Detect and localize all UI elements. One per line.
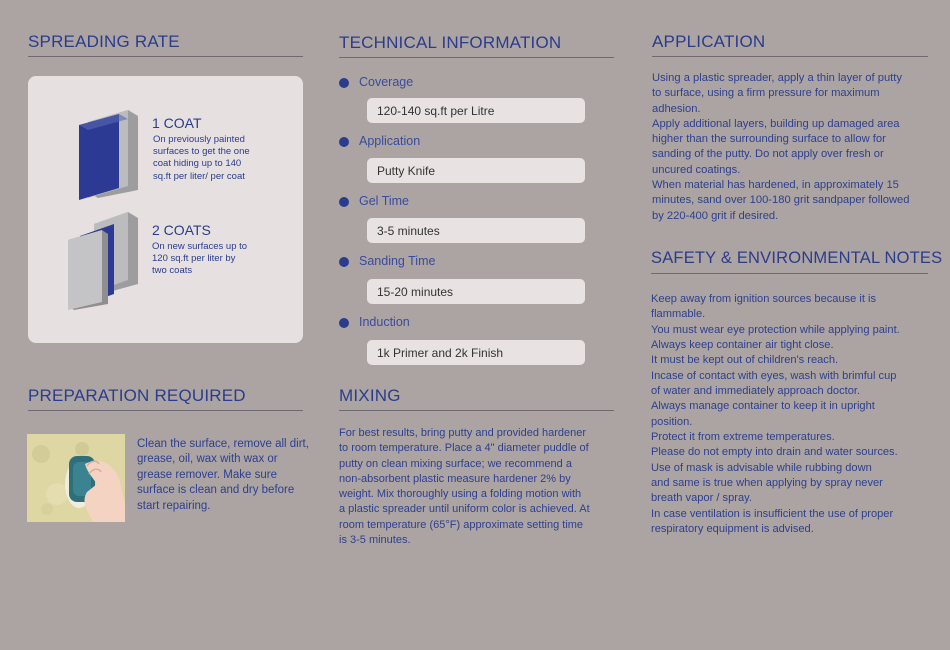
gel-time-value: 3-5 minutes	[367, 218, 585, 243]
one-coat-title: 1 COAT	[152, 115, 202, 131]
induction-bullet-icon	[339, 318, 349, 328]
coverage-value: 120-140 sq.ft per Litre	[367, 98, 585, 123]
spreading-rate-divider	[28, 56, 303, 57]
application-value: Putty Knife	[367, 158, 585, 183]
gel-time-label: Gel Time	[359, 194, 410, 208]
sanding-photo	[27, 434, 125, 522]
application-heading: APPLICATION	[652, 32, 766, 51]
safety-heading: SAFETY & ENVIRONMENTAL NOTES	[651, 249, 943, 267]
coverage-bullet-icon	[339, 78, 349, 88]
application-label: Application	[359, 134, 421, 148]
mixing-divider	[339, 410, 614, 411]
sanding-time-label: Sanding Time	[359, 254, 436, 268]
induction-label: Induction	[359, 315, 410, 329]
safety-divider	[651, 273, 928, 274]
mixing-text: For best results, bring putty and provided hardener to room temperature. Place a 4" diameter puddle of putty on clean mixing surface; we recommend a non-absorbent plastic measure hardener 2% by weight. Mix thoroughly using a folding motion with a plastic spreader until uniform color is achieved. At room temperature (65°F) approximate setting time is 3-5 minutes.	[339, 427, 590, 547]
sanding-time-bullet-icon	[339, 257, 349, 267]
one-coat-description: On previously painted surfaces to get the one coat hiding up to 140 sq.ft per liter/ per coat	[153, 134, 250, 182]
preparation-heading: PREPARATION REQUIRED	[28, 386, 246, 405]
mixing-heading: MIXING	[339, 386, 401, 405]
one-coat-panel-icon	[76, 110, 141, 200]
spreading-rate-panel	[28, 76, 303, 343]
gel-time-bullet-icon	[339, 197, 349, 207]
application-text: Using a plastic spreader, apply a thin layer of putty to surface, using a firm pressure for maximum adhesion. Apply additional layers, building up damaged area higher than the surrounding surface to allow for sanding of the putty. Do not apply over fresh or uncured coatings. When material has hardened, in approximately 15 minutes, sand over 100-180 grit sandpaper followed by 220-400 grit if desired.	[652, 72, 910, 222]
safety-text: Keep away from ignition sources because it is flammable. You must wear eye protection while applying paint. Always keep container air tight close. It must be kept out of children's reach. Incase of contact with eyes, wash with brimful cup of water and immediately approach doctor. Always manage container to keep it in upright position. Protect it from extreme temperatures. Please do not empty into drain and water sources. Use of mask is advisable while rubbing down and same is true when applying by spray never breath vapor / spray. In case ventilation is insufficient the use of proper respiratory equipment is advised.	[651, 293, 900, 536]
application-bullet-icon	[339, 137, 349, 147]
sanding-time-value: 15-20 minutes	[367, 279, 585, 304]
spreading-rate-heading: SPREADING RATE	[28, 32, 180, 51]
two-coats-panel-icon	[66, 212, 146, 310]
coverage-label: Coverage	[359, 75, 414, 89]
two-coats-description: On new surfaces up to 120 sq.ft per liter by two coats	[152, 241, 248, 277]
preparation-text: Clean the surface, remove all dirt, grease, oil, wax with wax or grease remover. Make sure surface is clean and dry before start repairing.	[137, 438, 309, 512]
induction-value: 1k Primer and 2k Finish	[367, 340, 585, 365]
technical-divider	[339, 57, 614, 58]
technical-heading: TECHNICAL INFORMATION	[339, 33, 562, 52]
preparation-divider	[28, 410, 303, 411]
two-coats-title: 2 COATS	[152, 222, 211, 238]
application-divider	[652, 56, 928, 57]
